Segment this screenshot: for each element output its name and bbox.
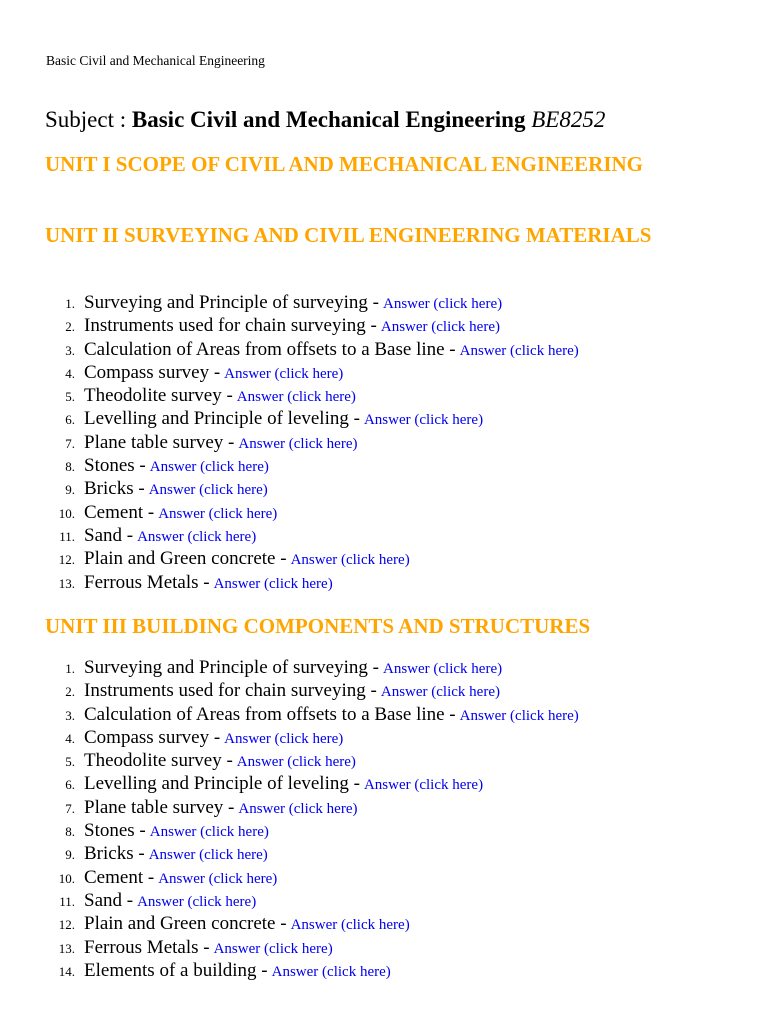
list-item-text [84, 384, 356, 409]
list-item-text [84, 796, 357, 821]
list-item-number: 1. [65, 296, 75, 311]
list-item [0, 501, 768, 524]
answer-link[interactable]: Answer (click here) [158, 505, 278, 522]
answer-link[interactable]: Answer (click here) [382, 296, 503, 312]
list-item [0, 338, 768, 361]
subject-line [45, 106, 605, 134]
list-item-number: 3. [65, 342, 75, 358]
topic-label: Compass survey - [84, 726, 221, 748]
topic-label: Surveying and Principle of surveying - [84, 292, 379, 313]
topic-label: Instruments used for chain surveying - [84, 315, 377, 337]
unit-2-heading: UNIT II SURVEYING AND CIVIL ENGINEERING MATERIALS [45, 223, 652, 247]
list-item-text [84, 407, 483, 432]
list-item [0, 936, 768, 959]
list-item [0, 656, 768, 679]
list-item-text [84, 477, 268, 502]
topic-label: Stones - [84, 455, 146, 477]
list-item-number: 8. [65, 824, 75, 840]
list-item-number: 2. [65, 319, 75, 335]
answer-link[interactable]: Answer (click here) [213, 940, 333, 957]
answer-link[interactable]: Answer (click here) [382, 661, 503, 677]
list-item-number: 4. [65, 730, 75, 746]
topic-label: Plane table survey - [84, 431, 235, 453]
answer-link[interactable]: Answer (click here) [149, 459, 269, 476]
list-item [0, 889, 768, 912]
list-item [0, 866, 768, 889]
subject-prefix: Subject : [45, 107, 127, 132]
list-item-number: 12. [58, 917, 75, 933]
list-item-number: 2. [65, 684, 75, 700]
list-item-text [84, 819, 269, 844]
answer-link[interactable]: Answer (click here) [148, 847, 268, 864]
topic-label: Compass survey - [84, 361, 221, 383]
answer-link[interactable]: Answer (click here) [137, 893, 257, 910]
answer-link[interactable]: Answer (click here) [271, 963, 391, 980]
answer-link[interactable]: Answer (click here) [238, 435, 358, 452]
list-item-text [84, 524, 256, 549]
topic-label: Instruments used for chain surveying - [84, 680, 377, 702]
list-item-text [84, 889, 256, 914]
list-item [0, 959, 768, 982]
list-item [0, 796, 768, 819]
list-item-text [84, 361, 343, 386]
list-item-text [84, 912, 410, 937]
answer-link[interactable]: Answer (click here) [459, 707, 579, 724]
list-item [0, 571, 768, 594]
list-item-text [84, 936, 333, 961]
list-item [0, 361, 768, 384]
list-item-text [84, 703, 579, 728]
list-item-number: 4. [65, 365, 75, 381]
list-item [0, 407, 768, 430]
topic-label: Cement - [84, 501, 155, 523]
answer-link[interactable]: Answer (click here) [290, 552, 410, 569]
list-item [0, 819, 768, 842]
answer-link[interactable]: Answer (click here) [236, 754, 356, 771]
answer-link[interactable]: Answer (click here) [213, 575, 333, 592]
list-item-number: 3. [65, 707, 75, 723]
list-item-text [84, 749, 356, 774]
topic-label: Ferrous Metals - [84, 571, 210, 593]
unit-3-heading: UNIT III BUILDING COMPONENTS AND STRUCTURES [45, 614, 591, 638]
list-item [0, 547, 768, 570]
list-item-number: 13. [58, 940, 75, 956]
topic-label: Theodolite survey - [84, 385, 233, 407]
list-item-number: 5. [65, 754, 75, 770]
answer-link[interactable]: Answer (click here) [238, 800, 358, 817]
topic-label: Sand - [84, 889, 134, 911]
topic-label: Plain and Green concrete - [84, 548, 287, 570]
list-item [0, 726, 768, 749]
list-item-text [84, 547, 410, 572]
answer-link[interactable]: Answer (click here) [290, 917, 410, 934]
list-item-text [84, 431, 357, 456]
list-item-number: 10. [58, 505, 75, 521]
topic-label: Surveying and Principle of surveying - [84, 657, 379, 678]
topic-label: Stones - [84, 820, 146, 842]
list-item [0, 477, 768, 500]
topic-label: Calculation of Areas from offsets to a Base line - [84, 338, 456, 360]
topic-label: Levelling and Principle of leveling - [84, 773, 360, 795]
answer-link[interactable]: Answer (click here) [380, 684, 500, 701]
list-item-number: 9. [65, 847, 75, 863]
topic-label: Levelling and Principle of leveling - [84, 408, 360, 430]
topic-label: Ferrous Metals - [84, 936, 210, 958]
topic-label: Sand - [84, 524, 134, 546]
list-item-number: 9. [65, 482, 75, 498]
list-item [0, 912, 768, 935]
answer-link[interactable]: Answer (click here) [158, 870, 278, 887]
list-item-number: 8. [65, 459, 75, 475]
list-item-number: 6. [65, 777, 75, 793]
topic-label: Bricks - [84, 478, 145, 500]
list-item-text [84, 842, 268, 867]
list-item [0, 749, 768, 772]
list-item [0, 772, 768, 795]
subject-title: Basic Civil and Mechanical Engineering [131, 107, 526, 132]
topic-label: Plane table survey - [84, 796, 235, 818]
list-item-number: 14. [58, 963, 75, 979]
list-item [0, 384, 768, 407]
answer-link[interactable]: Answer (click here) [148, 482, 268, 499]
list-item-number: 5. [65, 389, 75, 405]
list-item [0, 314, 768, 337]
list-item-number: 10. [58, 870, 75, 886]
list-item-number: 7. [65, 435, 75, 451]
list-item-text [84, 726, 343, 751]
list-item-text [84, 291, 502, 316]
subject-code: BE8252 [531, 107, 606, 132]
list-item-text [84, 866, 277, 891]
answer-link[interactable]: Answer (click here) [137, 528, 257, 545]
topic-label: Theodolite survey - [84, 750, 233, 772]
list-item-text [84, 501, 277, 526]
list-item-number: 7. [65, 800, 75, 816]
topic-label: Elements of a building - [84, 959, 268, 981]
list-item-text [84, 656, 502, 681]
running-header: Basic Civil and Mechanical Engineering [46, 53, 265, 68]
list-item [0, 524, 768, 547]
answer-link[interactable]: Answer (click here) [363, 777, 484, 794]
answer-link[interactable]: Answer (click here) [363, 412, 484, 429]
answer-link[interactable]: Answer (click here) [380, 319, 500, 336]
answer-link[interactable]: Answer (click here) [236, 389, 356, 406]
list-item [0, 431, 768, 454]
list-item-number: 11. [59, 893, 75, 909]
topic-label: Bricks - [84, 843, 145, 865]
list-item-text [84, 338, 579, 363]
answer-link[interactable]: Answer (click here) [459, 342, 579, 359]
list-item [0, 703, 768, 726]
list-item-text [84, 571, 333, 596]
list-item-number: 1. [65, 661, 75, 676]
answer-link[interactable]: Answer (click here) [224, 730, 344, 747]
list-item-number: 11. [59, 528, 75, 544]
unit-2-topic-list [0, 291, 768, 594]
list-item-number: 13. [58, 575, 75, 591]
topic-label: Plain and Green concrete - [84, 913, 287, 935]
list-item-number: 6. [65, 412, 75, 428]
list-item [0, 454, 768, 477]
list-item [0, 291, 768, 314]
list-item-text [84, 959, 391, 984]
answer-link[interactable]: Answer (click here) [149, 824, 269, 841]
topic-label: Calculation of Areas from offsets to a Base line - [84, 703, 456, 725]
list-item [0, 842, 768, 865]
list-item-text [84, 454, 269, 479]
list-item [0, 679, 768, 702]
list-item-number: 12. [58, 552, 75, 568]
answer-link[interactable]: Answer (click here) [224, 365, 344, 382]
unit-1-heading: UNIT I SCOPE OF CIVIL AND MECHANICAL ENGINEERING [45, 152, 644, 176]
topic-label: Cement - [84, 866, 155, 888]
list-item-text [84, 314, 500, 339]
unit-3-topic-list [0, 656, 768, 982]
list-item-text [84, 772, 483, 797]
list-item-text [84, 679, 500, 704]
